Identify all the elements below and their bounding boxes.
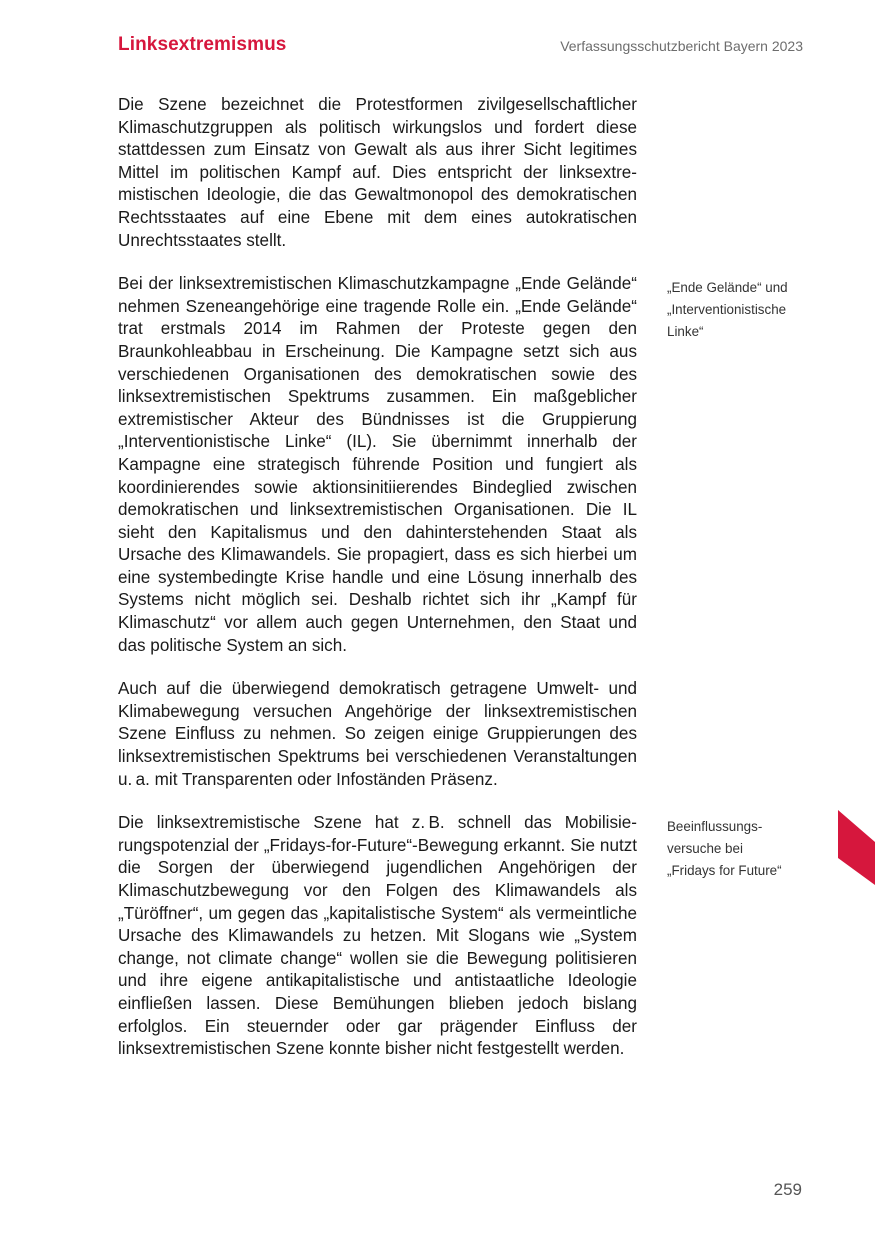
page-number: 259 — [773, 1180, 802, 1199]
chapter-edge-tab — [838, 810, 875, 885]
marginal-line: versuche bei — [667, 841, 743, 856]
marginal-line: Linke“ — [667, 324, 704, 339]
marginal-line: Beeinflussungs- — [667, 819, 763, 834]
section-title: Linksextremismus — [118, 34, 287, 55]
marginal-note-fridays-for-future — [667, 816, 807, 882]
report-title: Verfassungsschutzbericht Bayern 2023 — [560, 38, 803, 54]
paragraph: Auch auf die überwiegend demokratisch getragene Umwelt- und Klimabewegung versuchen Angehörige der linksextremistischen Szene Einfluss zu nehmen. So zeigen einige Gruppierungen des linksextremistischen Spektrums bei verschiedenen Veranstaltungen u. a. mit Transparenten oder Infoständen Präsenz. — [118, 679, 637, 789]
marginal-note-ende-gelaende — [667, 277, 807, 343]
paragraph: Bei der linksextremistischen Klimaschutzkampagne „Ende Gelände“ nehmen Szeneangehörige eine tragende Rolle ein. „Ende Gelände“ trat erstmals 2014 im Rahmen der Proteste gegen den Braunkohleabbau in Erscheinung. Die Kampagne setzt sich aus verschiedenen Organisationen des demokratischen sowie des linksextremistischen Spektrums zusammen. Ein maßgeblicher extremistischer Akteur des Bündnisses ist die Gruppierung „Interventionistische Linke“ (IL). Sie übernimmt innerhalb der Kampagne eine strategisch führende Position und fungiert als koordinierendes sowie aktionsinitiierendes Bindeglied zwischen demokratischen und linksextremistischen Organisationen. Die IL sieht den Kapitalismus und den dahinterstehenden Staat als Ursache des Klimawandels. Sie propagiert, dass es sich hierbei um eine systembedingte Krise handle und eine Lösung innerhalb des Systems nicht möglich sei. Deshalb richtet sich ihr „Kampf für Klimaschutz“ vor allem auch gegen Unternehmen, den Staat und das politische System an sich. — [118, 274, 637, 655]
paragraph: Die Szene bezeichnet die Protestformen zivilgesellschaftlicher Klimaschutzgruppen als politisch wirkungslos und fordert diese stattdessen zum Einsatz von Gewalt als aus ihrer Sicht legitimes Mittel im politischen Kampf auf. Dies entspricht der linksextremistischen Ideologie, die das Gewaltmonopol des demokratischen Rechtsstaates auf eine Ebene mit dem eines autokratischen Unrechtsstaates stellt. — [118, 95, 637, 250]
marginal-line: „Ende Gelände“ und — [667, 280, 788, 295]
marginal-line: „Fridays for Future“ — [667, 863, 782, 878]
marginal-line: „Interventionistische — [667, 302, 787, 317]
paragraph: Die linksextremistische Szene hat z. B. schnell das Mobilisierungspotenzial der „Fridays-for-Future“-Bewegung erkannt. Sie nutzt die Sorgen der überwiegend jugendlichen Angehörigen der Klimaschutzbewegung vor den Folgen des Klimawandels als „Türöffner“, um gegen das „kapitalistische System“ als vermeintliche Ursache des Klimawandels zu hetzen. Mit Slogans wie „System change, not climate change“ wollen sie die Bewegung politisieren und ihre eigene antikapitalistische und antistaatliche Ideologie einfließen lassen. Diese Bemühungen blieben jedoch bislang erfolglos. Ein steuernder oder gar prägender Einfluss der linksextremistischen Szene konnte bisher nicht festgestellt werden. — [118, 813, 637, 1059]
body-text — [118, 94, 637, 1082]
